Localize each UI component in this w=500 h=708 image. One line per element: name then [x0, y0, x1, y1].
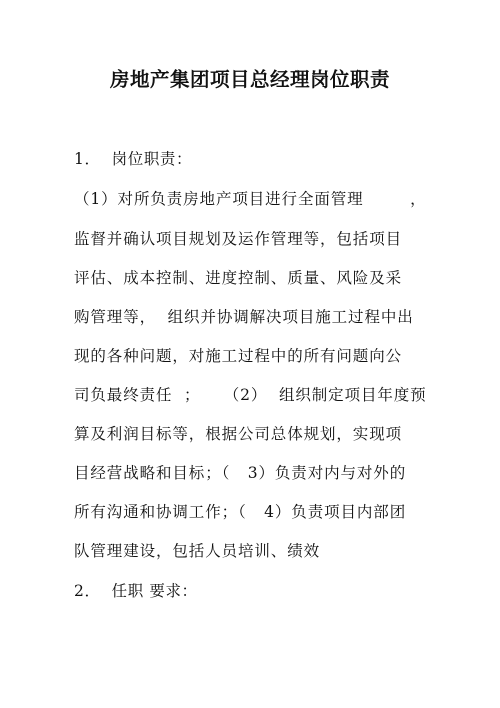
- document-title: 房地产集团项目总经理岗位职责: [109, 68, 390, 91]
- body-line: 监督并确认项目规划及运作管理等，包括项目: [74, 230, 403, 248]
- body-line: 现的各种问题，对施工过程中的所有问题向公: [74, 347, 403, 365]
- body-line: 算及利润目标等，根据公司总体规划，实现项: [74, 425, 403, 443]
- body-line: 评估、成本控制、进度控制、质量、风险及采: [74, 269, 403, 287]
- body-line: 购管理等， 组织并协调解决项目施工过程中出: [74, 308, 414, 326]
- body-line: 队管理建设，包括人员培训、绩效: [74, 542, 321, 560]
- body-line: 司负最终责任 ； （2） 组织制定项目年度预: [74, 386, 427, 404]
- body-line: （1）对所负责房地产项目进行全面管理 ，: [74, 190, 427, 208]
- section-heading-duties: 1． 岗位职责：: [74, 150, 193, 168]
- body-line: 所有沟通和协调工作；（ 4）负责项目内部团: [74, 503, 407, 521]
- body-line: 目经营战略和目标；（ 3）负责对内与对外的: [74, 464, 407, 482]
- section-heading-requirements: 2． 任职 要求：: [74, 582, 198, 600]
